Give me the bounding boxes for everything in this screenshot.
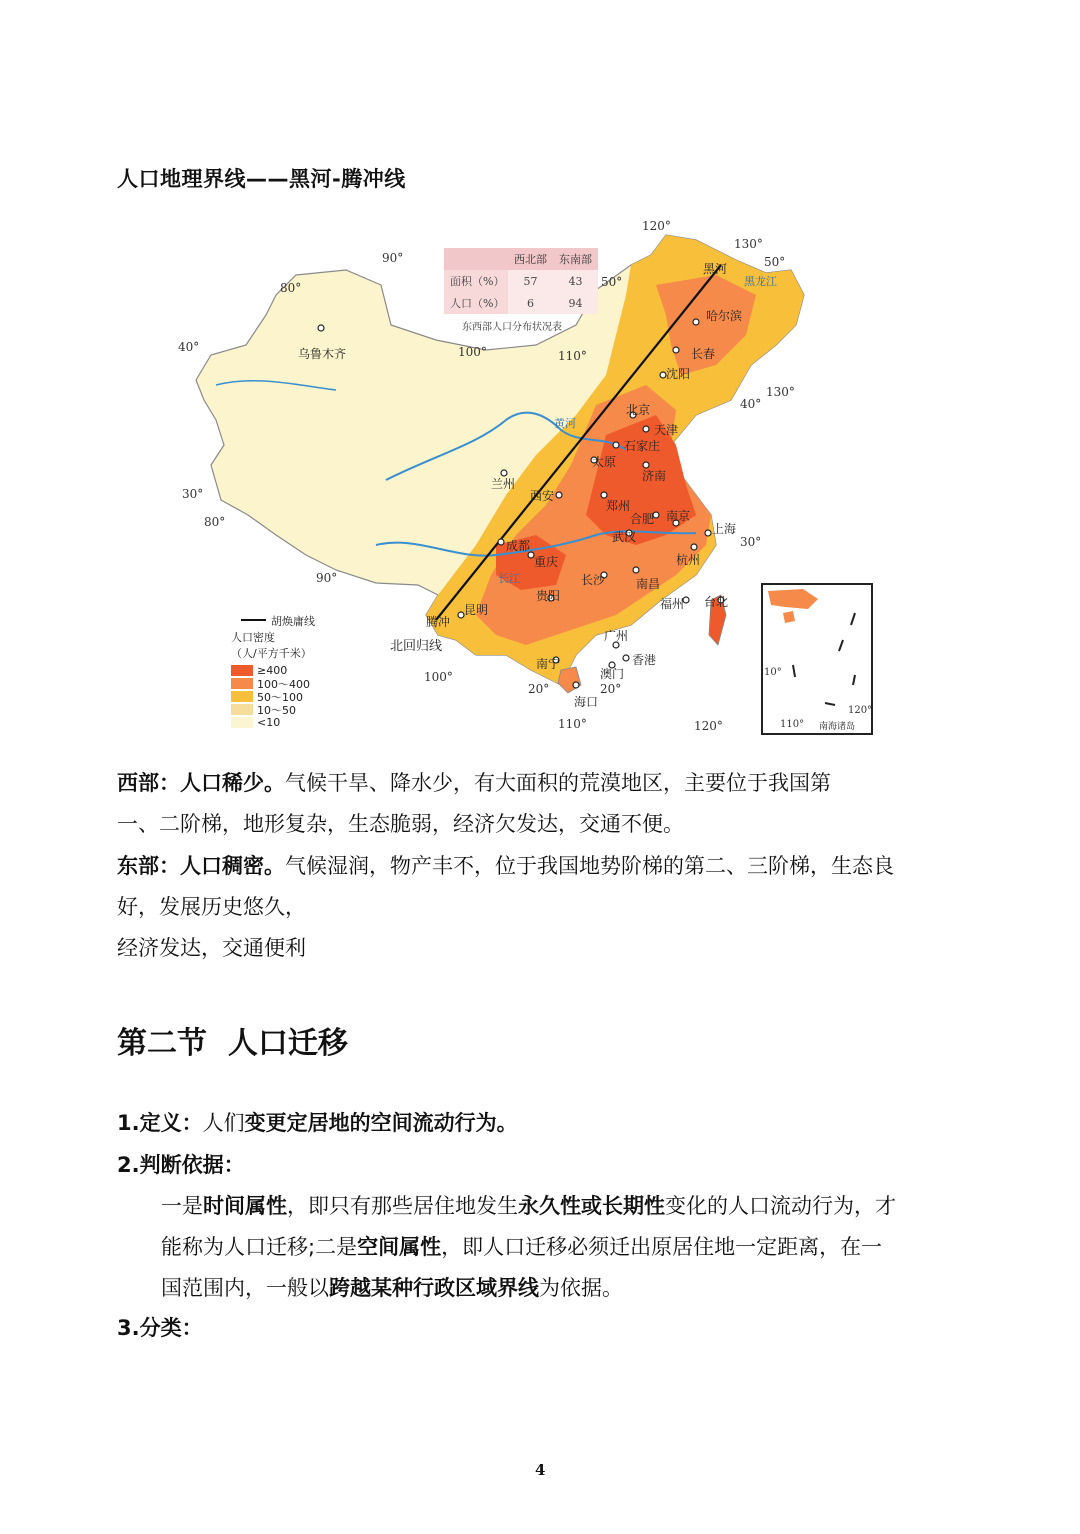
degree-label: 100° <box>424 670 453 684</box>
degree-label: 20° <box>600 682 622 696</box>
basis-paragraph <box>161 1186 971 1309</box>
city-label: 昆明 <box>464 603 489 617</box>
city-label: 天津 <box>654 423 679 437</box>
degree-label: 80° <box>280 281 302 295</box>
legend-title: 人口密度 <box>231 631 275 644</box>
basis-bold: 空间属性 <box>357 1235 442 1259</box>
basis-title-text: 2.判断依据： <box>117 1153 245 1177</box>
pop-northwest: 6 <box>508 292 553 314</box>
legend-label: 100～400 <box>257 677 310 691</box>
classification-line <box>117 1308 203 1349</box>
city-label: 上海 <box>712 522 737 536</box>
legend-label: <10 <box>257 716 281 729</box>
east-text-2: 好，发展历史悠久， <box>117 895 306 919</box>
city-label: 澳门 <box>600 667 625 681</box>
legend-label: 10～50 <box>257 703 296 717</box>
area-southeast: 43 <box>553 270 598 292</box>
degree-label: 50° <box>601 275 623 289</box>
degree-label: 110° <box>780 719 805 730</box>
west-paragraph <box>117 763 977 845</box>
city-label: 石家庄 <box>624 439 661 453</box>
legend-swatch <box>231 717 253 728</box>
legend-unit: （人/平方千米） <box>231 647 312 660</box>
city-label: 哈尔滨 <box>706 309 743 323</box>
degree-label: 90° <box>382 251 404 265</box>
city-label: 贵阳 <box>536 589 561 603</box>
degree-label: 110° <box>558 349 587 363</box>
degree-label: 130° <box>766 385 795 399</box>
degree-label: 100° <box>458 345 487 359</box>
tropic-of-cancer-label: 北回归线 <box>390 639 443 654</box>
legend-item <box>231 716 315 729</box>
basis-text: 能称为人口迁移;二是 <box>161 1235 358 1259</box>
east-text-3: 经济发达，交通便利 <box>117 936 306 960</box>
section-title-migration: 第二节 人口迁移 <box>117 1026 348 1061</box>
legend-swatch <box>231 665 253 676</box>
city-label: 香港 <box>632 653 657 667</box>
city-label: 福州 <box>660 597 685 611</box>
degree-label: 80° <box>204 515 226 529</box>
city-label: 西安 <box>530 489 555 503</box>
city-label: 济南 <box>642 469 667 483</box>
legend-label: ≥400 <box>257 664 288 677</box>
city-label: 海口 <box>574 695 599 709</box>
heilongjiang-label: 黑龙江 <box>744 275 777 288</box>
map-legend <box>231 613 315 729</box>
row-population-label: 人口（%） <box>444 292 508 314</box>
row-area-label: 面积（%） <box>444 270 508 292</box>
legend-items <box>231 664 315 729</box>
city-label: 南昌 <box>636 577 661 591</box>
city-label: 北京 <box>626 403 651 417</box>
degree-label: 90° <box>316 571 338 585</box>
table-caption: 东西部人口分布状况表 <box>462 322 562 333</box>
basis-text: 一是 <box>161 1194 203 1218</box>
population-share-table <box>444 248 598 333</box>
legend-label: 50～100 <box>257 690 303 704</box>
basis-bold: 永久性或长期性 <box>518 1194 665 1218</box>
definition-bold: 变更定居地的空间流动行为。 <box>244 1111 518 1135</box>
pop-southeast: 94 <box>553 292 598 314</box>
city-label: 乌鲁木齐 <box>298 347 347 361</box>
basis-title <box>117 1145 245 1186</box>
city-label: 成都 <box>506 539 531 553</box>
yangtze-river-label: 长江 <box>498 572 520 585</box>
city-label: 台北 <box>704 595 729 609</box>
area-northwest: 57 <box>508 270 553 292</box>
basis-text: ，即只有那些居住地发生 <box>287 1194 518 1218</box>
degree-label: 20° <box>528 682 550 696</box>
west-text-1: 气候干旱、降水少，有大面积的荒漠地区，主要位于我国第 <box>285 771 831 795</box>
population-density-map <box>176 215 876 735</box>
degree-label: 30° <box>182 487 204 501</box>
legend-line-label: 胡焕庸线 <box>271 615 315 628</box>
east-text-1: 气候湿润，物产丰不，位于我国地势阶梯的第二、三阶梯，生态良 <box>285 854 894 878</box>
col-northwest: 西北部 <box>508 248 553 270</box>
city-label: 南京 <box>666 509 691 523</box>
basis-text: 国范围内，一般以 <box>161 1276 329 1300</box>
city-label: 沈阳 <box>666 367 691 381</box>
city-label: 南宁 <box>536 657 561 671</box>
city-label: 重庆 <box>534 555 559 569</box>
degree-label: 50° <box>764 255 786 269</box>
legend-item <box>231 703 315 716</box>
east-paragraph <box>117 846 977 969</box>
classification-title: 3.分类： <box>117 1316 203 1340</box>
city-label: 长沙 <box>581 573 606 587</box>
basis-text: ，即人口迁移必须迁出原居住地一定距离，在一 <box>441 1235 883 1259</box>
city-label: 杭州 <box>676 553 701 567</box>
city-label: 武汉 <box>612 530 637 544</box>
degree-label: 120° <box>694 719 723 733</box>
basis-text: 为依据。 <box>539 1276 623 1300</box>
city-label: 黑河 <box>703 262 728 276</box>
legend-swatch <box>231 704 253 715</box>
degree-label: 40° <box>178 340 200 354</box>
west-bold-lead: 西部：人口稀少。 <box>117 771 285 795</box>
col-southeast: 东南部 <box>553 248 598 270</box>
city-label: 广州 <box>604 629 629 643</box>
basis-bold: 跨越某种行政区域界线 <box>329 1276 539 1300</box>
city-label: 兰州 <box>491 477 516 491</box>
degree-label: 40° <box>740 397 762 411</box>
degree-label: 120° <box>848 705 873 716</box>
degree-label: 10° <box>764 667 782 678</box>
city-label: 合肥 <box>630 512 655 526</box>
degree-label: 30° <box>740 535 762 549</box>
city-label: 长春 <box>691 347 716 361</box>
definition-prefix: 1.定义： <box>117 1111 203 1135</box>
section-heading-hu-line: 人口地理界线——黑河-腾冲线 <box>117 167 406 191</box>
legend-swatch <box>231 678 253 689</box>
degree-label: 120° <box>642 219 671 233</box>
south-sea-islands-label: 南海诸岛 <box>819 722 856 732</box>
definition-line <box>117 1103 518 1144</box>
east-bold-lead: 东部：人口稠密。 <box>117 854 285 878</box>
city-label: 腾冲 <box>426 615 451 629</box>
yellow-river-label: 黄河 <box>554 417 576 430</box>
degree-label: 130° <box>734 237 763 251</box>
degree-label: 110° <box>558 717 587 731</box>
page-number: 4 <box>535 1461 546 1479</box>
west-text-2: 一、二阶梯，地形复杂，生态脆弱，经济欠发达，交通不便。 <box>117 812 684 836</box>
city-label: 郑州 <box>606 499 631 513</box>
legend-swatch <box>231 691 253 702</box>
city-label: 太原 <box>592 455 617 469</box>
definition-plain: 人们 <box>202 1111 245 1135</box>
basis-text: 变化的人口流动行为，才 <box>665 1194 896 1218</box>
basis-bold: 时间属性 <box>203 1194 287 1218</box>
